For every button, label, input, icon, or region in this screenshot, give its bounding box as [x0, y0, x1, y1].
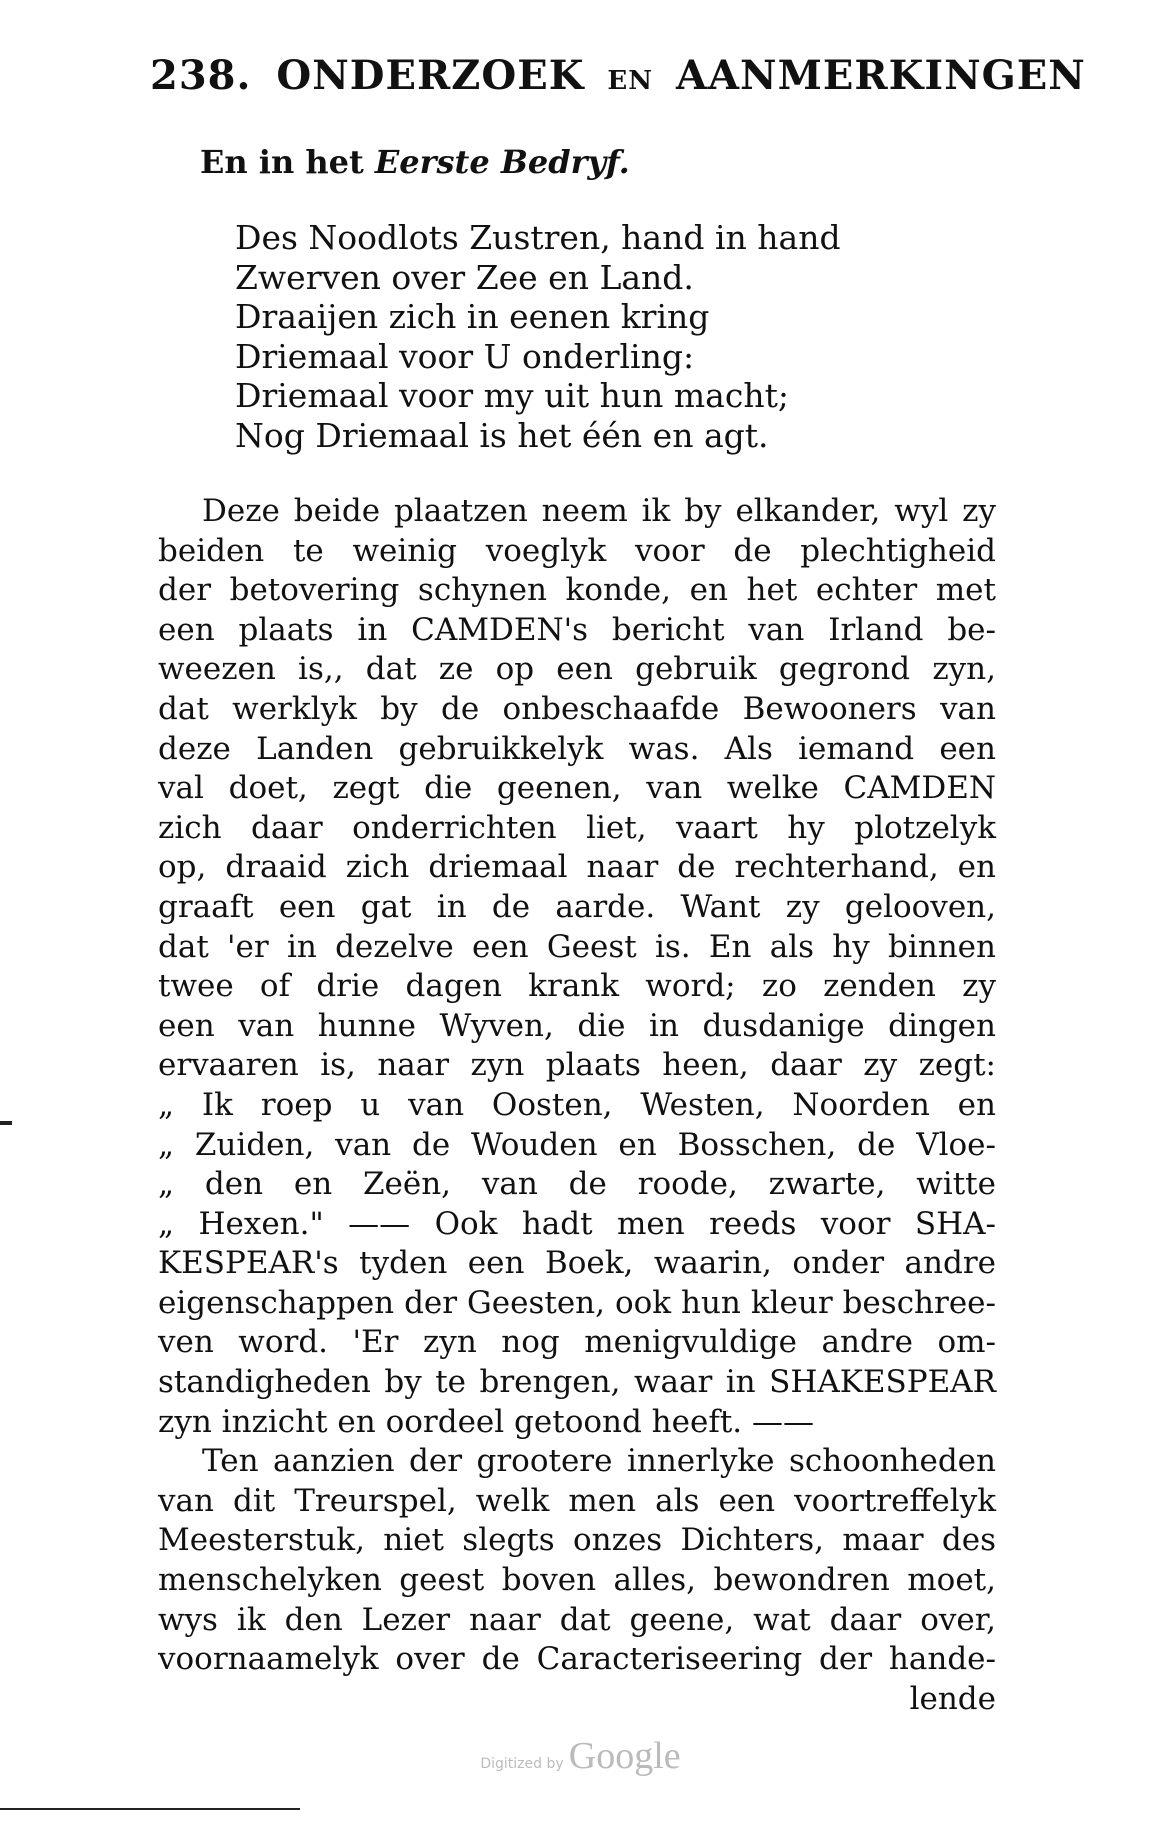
- verse-intro: [200, 143, 630, 181]
- text-line: „ Zuiden, van de Wouden en Bosschen, de Vloe-: [158, 1126, 996, 1163]
- text-line: KESPEAR's tyden een Boek, waarin, onder andre: [158, 1245, 996, 1282]
- margin-mark: [0, 1121, 12, 1125]
- text-line: dat werklyk by de onbeschaafde Bewooners van: [158, 690, 996, 727]
- digitized-label: Digitized by: [480, 1756, 564, 1772]
- page-number: 238.: [150, 52, 252, 99]
- verse-line: Zwerven over Zee en Land.: [235, 257, 694, 297]
- text-line: standigheden by te brengen, waar in SHAKESPEAR: [158, 1364, 996, 1401]
- text-line: der betovering schynen konde, en het echter met: [158, 572, 996, 609]
- text-line: een plaats in CAMDEN's bericht van Irland be-: [158, 611, 996, 648]
- text-line: Deze beide plaatzen neem ik by elkander, wyl zy: [202, 493, 996, 529]
- header-title-conj: EN: [607, 66, 654, 96]
- text-line: zich daar onderrichten liet, vaart hy plotzelyk: [158, 809, 996, 846]
- text-line: zyn inzicht en oordeel getoond heeft. ——: [158, 1403, 814, 1440]
- text-line: val doet, zegt die geenen, van welke CAMDEN: [158, 770, 996, 807]
- verse-intro-italic: Eerste Bedryf.: [374, 143, 630, 181]
- text-line: graaft een gat in de aarde. Want zy gelooven,: [158, 888, 996, 925]
- text-line: op, draaid zich driemaal naar de rechterhand, en: [158, 849, 996, 886]
- text-line: voornaamelyk over de Caracteriseering der hande-: [158, 1641, 996, 1678]
- bottom-rule: [0, 1808, 300, 1810]
- verse-line: Driemaal voor U onderling:: [235, 336, 695, 376]
- body-text: [158, 492, 996, 1719]
- text-line: eigenschappen der Geesten, ook hun kleur beschree-: [158, 1284, 996, 1321]
- text-line: van dit Treurspel, welk men als een voortreffelyk: [158, 1482, 996, 1519]
- header-title-part1: ONDERZOEK: [276, 52, 585, 99]
- text-line: een van hunne Wyven, die in dusdanige dingen: [158, 1007, 996, 1044]
- text-line: „ Ik roep u van Oosten, Westen, Noorden en: [158, 1086, 996, 1123]
- text-line: deze Landen gebruikkelyk was. Als iemand een: [158, 730, 996, 767]
- text-line: „ den en Zeën, van de roode, zwarte, witte: [158, 1166, 996, 1203]
- text-line: dat 'er in dezelve een Geest is. En als hy binnen: [158, 928, 996, 965]
- text-line: ven word. 'Er zyn nog menigvuldige andre om-: [158, 1324, 996, 1361]
- header-title-part2: AANMERKINGEN: [675, 52, 1086, 99]
- verse-line: Driemaal voor my uit hun macht;: [235, 376, 789, 415]
- text-line: beiden te weinig voeglyk voor de plechtigheid: [158, 532, 996, 569]
- verse-block: [235, 218, 841, 455]
- text-line: weezen is,, dat ze op een gebruik gegrond zyn,: [158, 651, 996, 688]
- running-header: [150, 52, 1086, 99]
- text-line: ervaaren is, naar zyn plaats heen, daar zy zegt:: [158, 1047, 996, 1084]
- text-line: twee of drie dagen krank word; zo zenden zy: [158, 968, 996, 1005]
- digitized-watermark: [0, 1734, 1161, 1778]
- catchword: lende: [909, 1680, 996, 1717]
- verse-intro-text: En in het: [200, 143, 364, 181]
- text-line: Meesterstuk, niet slegts onzes Dichters, maar des: [158, 1522, 996, 1559]
- verse-line: Nog Driemaal is het één en agt.: [235, 415, 769, 455]
- verse-line: Des Noodlots Zustren, hand in hand: [235, 218, 841, 257]
- text-line: Ten aanzien der grootere innerlyke schoonheden: [202, 1443, 996, 1480]
- google-logo: Google: [568, 1735, 681, 1777]
- text-line: „ Hexen." —— Ook hadt men reeds voor SHA-: [158, 1205, 996, 1242]
- verse-line: Draaijen zich in eenen kring: [235, 297, 710, 336]
- text-line: menschelyken geest boven alles, bewondren moet,: [158, 1562, 996, 1599]
- text-line: wys ik den Lezer naar dat geene, wat daar over,: [158, 1601, 996, 1638]
